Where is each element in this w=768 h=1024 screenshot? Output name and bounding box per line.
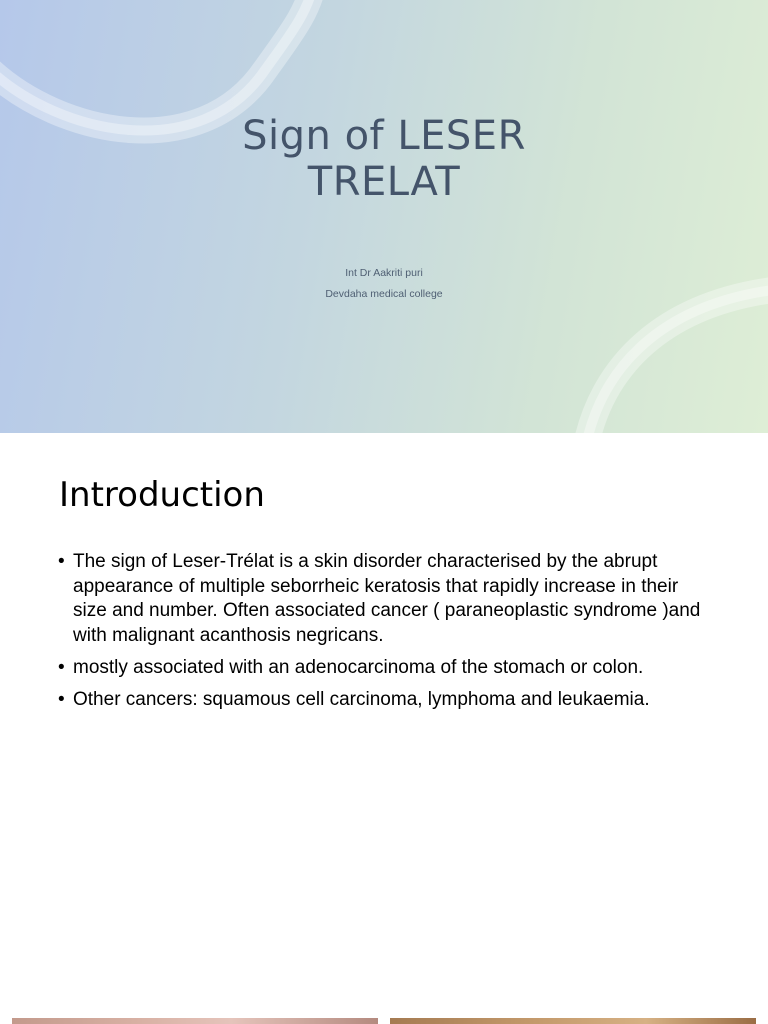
title-slide	[0, 0, 768, 433]
slide-heading: Introduction	[59, 475, 265, 515]
bullet-dot-icon: •	[58, 551, 65, 572]
image-slide-partial	[0, 1018, 768, 1024]
bullet-text: The sign of Leser-Trélat is a skin disorder characterised by the abrupt appearance of multiple seborrheic keratosis that rapidly increase in their size and number. Often associated cancer ( paraneoplastic syndrome )and with malignant acanthosis negricans.	[73, 551, 701, 646]
clinical-photo-left	[12, 1018, 378, 1024]
title-line-1: Sign of LESER	[242, 113, 526, 159]
author-name: Int Dr Aakriti puri	[345, 267, 423, 279]
bullet-item	[58, 688, 708, 713]
title-line-2: TRELAT	[307, 159, 461, 205]
institution-name: Devdaha medical college	[325, 288, 443, 300]
subtitle-block	[0, 265, 768, 307]
introduction-slide	[0, 433, 768, 1018]
bullet-dot-icon: •	[58, 656, 65, 678]
bullet-text: mostly associated with an adenocarcinoma of the stomach or colon.	[73, 656, 644, 678]
decorative-arcs	[0, 0, 768, 433]
clinical-photo-right	[390, 1018, 756, 1024]
bullet-dot-icon: •	[58, 688, 65, 710]
bullet-text: Other cancers: squamous cell carcinoma, lymphoma and leukaemia.	[73, 688, 650, 710]
bullet-list	[58, 550, 708, 720]
presentation-title	[0, 113, 768, 205]
bullet-item	[58, 550, 708, 648]
bullet-item	[58, 656, 708, 681]
